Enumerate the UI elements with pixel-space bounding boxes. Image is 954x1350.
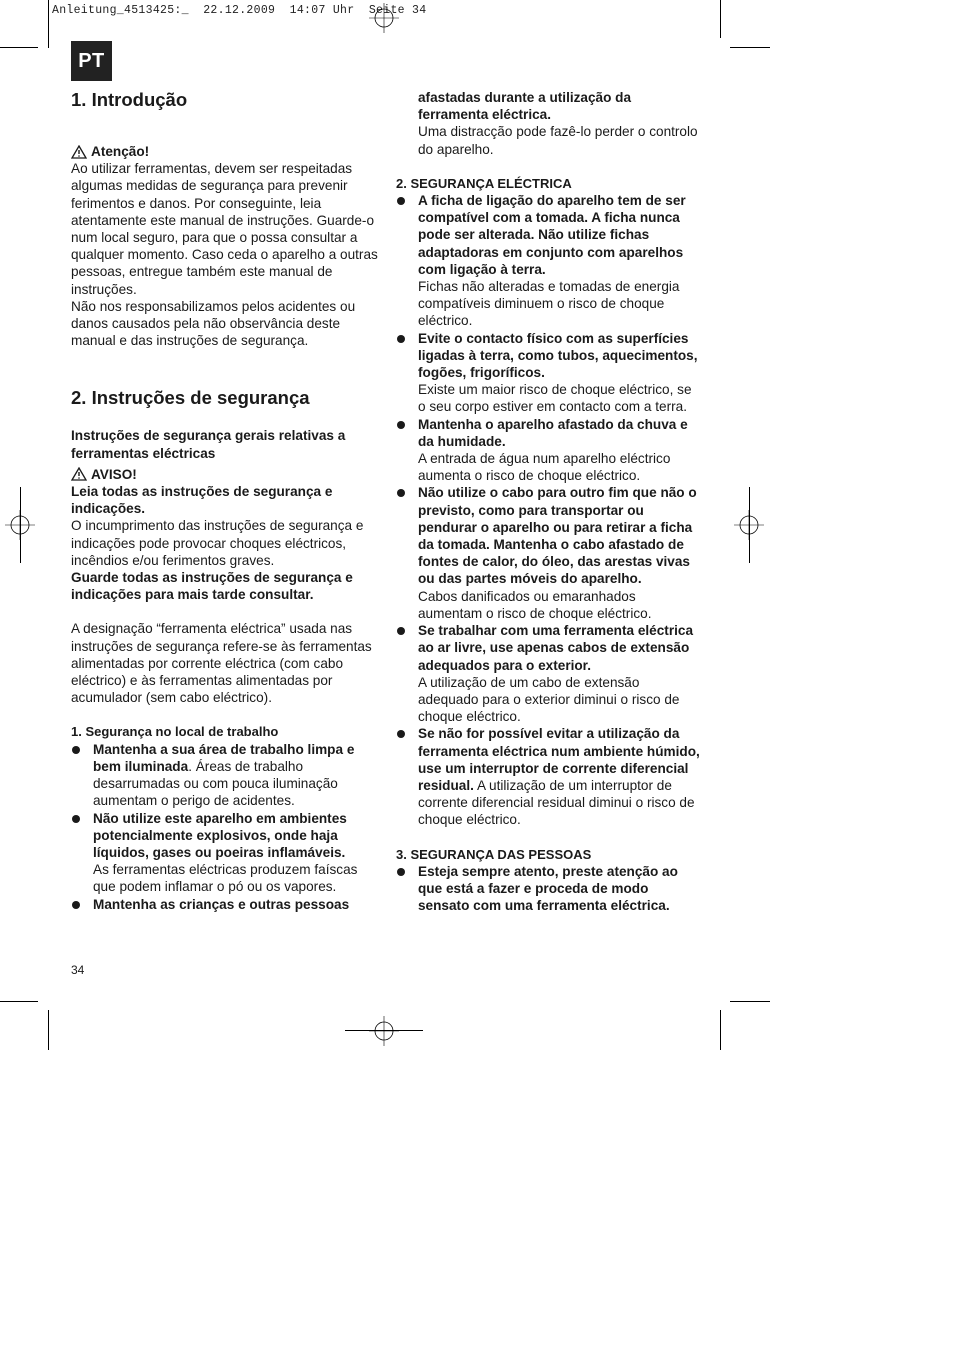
registration-mark-icon [369,3,399,33]
page-number: 34 [71,963,85,977]
left-column [71,89,381,913]
language-badge: PT [71,41,112,81]
crop-mark [730,1001,770,1002]
electrical-heading: 2. SEGURANÇA ELÉCTRICA [396,175,572,191]
warning-heading [71,466,381,483]
persons-heading: 3. SEGURANÇA DAS PESSOAS [396,846,592,862]
list-item: Não utilize este aparelho em ambientes potencialmente explosivos, onde haja líquidos, gases ou poeiras inflamáveis. As ferramentas eléctricas produzem faíscas que podem inflamar o pó ou os vapores. [71,810,381,896]
list-item: Evite o contacto físico com as superfícies ligadas à terra, como tubos, aquecimentos, fogões, frigoríficos. Existe um maior risco de choque eléctrico, se o seu corpo estiver em contacto com a terra. [396,330,701,416]
crop-mark [720,1010,721,1050]
read-instructions: Leia todas as instruções de segurança e indicações. [71,484,333,517]
warning-triangle-icon [71,467,87,481]
crop-mark [720,0,721,38]
crop-mark [20,487,21,563]
print-header: Anleitung_4513425:_ 22.12.2009 14:07 Uhr Seite 34 [52,4,427,17]
warning-label: Atenção! [91,144,150,159]
noncompliance-text: O incumprimento das instruções de segurança e indicações pode provocar choques eléctricos, incêndios e/ou ferimentos graves. [71,518,364,568]
crop-mark [345,1030,423,1031]
list-item: Mantenha o aparelho afastado da chuva e da humidade. A entrada de água num aparelho eléctrico aumenta o risco de choque eléctrico. [396,416,701,485]
right-column [396,89,701,914]
list-item: Se trabalhar com uma ferramenta eléctrica ao ar livre, use apenas cabos de extensão adequados para o exterior. A utilização de um cabo de extensão adequado para o exterior diminui o risco de choque eléctrico. [396,622,701,725]
crop-mark [730,47,770,48]
warning-label: AVISO! [91,466,137,482]
general-safety-heading: Instruções de segurança gerais relativas a ferramentas eléctricas [71,428,346,461]
warning-triangle-icon [71,145,87,159]
crop-mark [48,0,49,48]
crop-mark [749,487,750,563]
list-item: Esteja sempre atento, preste atenção ao que está a fazer e proceda de modo sensato com uma ferramenta eléctrica. [396,863,701,915]
crop-mark [0,1001,38,1002]
designation-paragraph: A designação “ferramenta eléctrica” usada nas instruções de segurança refere-se às ferramentas alimentadas por corrente eléctrica (com cabo eléctrico) e às ferramentas alimentadas por acumulador (sem cabo eléctrico). [71,621,372,706]
warning-heading [71,143,381,160]
keep-instructions: Guarde todas as instruções de segurança e indicações para mais tarde consultar. [71,570,353,603]
crop-mark [0,47,38,48]
crop-mark [48,1010,49,1050]
list-item-continued: afastadas durante a utilização da ferramenta eléctrica. Uma distracção pode fazê-lo perder o controlo do aparelho. [418,90,698,157]
intro-paragraph: Ao utilizar ferramentas, devem ser respeitadas algumas medidas de segurança para prevenir ferimentos e danos. Por conseguinte, leia atentamente este manual de instruções. Guarde-o num local seguro, para que o possa consultar a qualquer momento. Caso ceda o aparelho a outras pessoas, entregue também este manual de instruções. [71,161,378,297]
list-item: Não utilize o cabo para outro fim que não o previsto, como para transportar ou pendurar o aparelho ou para retirar a ficha da tomada. Mantenha o cabo afastado de fontes de calor, do óleo, das arestas vivas ou das partes móveis do aparelho. Cabos danificados ou emaranhados aumentam o risco de choque eléctrico. [396,484,701,622]
list-item: Mantenha a sua área de trabalho limpa e bem iluminada. Áreas de trabalho desarrumadas ou com pouca iluminação aumentam o perigo de acidentes. [71,741,381,810]
section-title-intro: 1. Introdução [71,89,188,110]
liability-paragraph: Não nos responsabilizamos pelos acidentes ou danos causados pela não observância deste manual e das instruções de segurança. [71,298,356,349]
list-item: Se não for possível evitar a utilização da ferramenta eléctrica num ambiente húmido, use um interruptor de corrente diferencial residual. A utilização de um interruptor de corrente diferencial residual diminui o risco de choque eléctrico. [396,725,701,828]
list-item: Mantenha as crianças e outras pessoas [71,896,381,913]
section-title-safety: 2. Instruções de segurança [71,387,310,409]
list-item: A ficha de ligação do aparelho tem de ser compatível com a tomada. A ficha nunca pode ser alterada. Não utilize fichas adaptadoras em conjunto com aparelhos com ligação à terra. Fichas não alteradas e tomadas de energia compatíveis diminuem o risco de choque eléctrico. [396,192,701,330]
registration-mark-icon [369,1016,399,1046]
workplace-heading: 1. Segurança no local de trabalho [71,724,279,740]
